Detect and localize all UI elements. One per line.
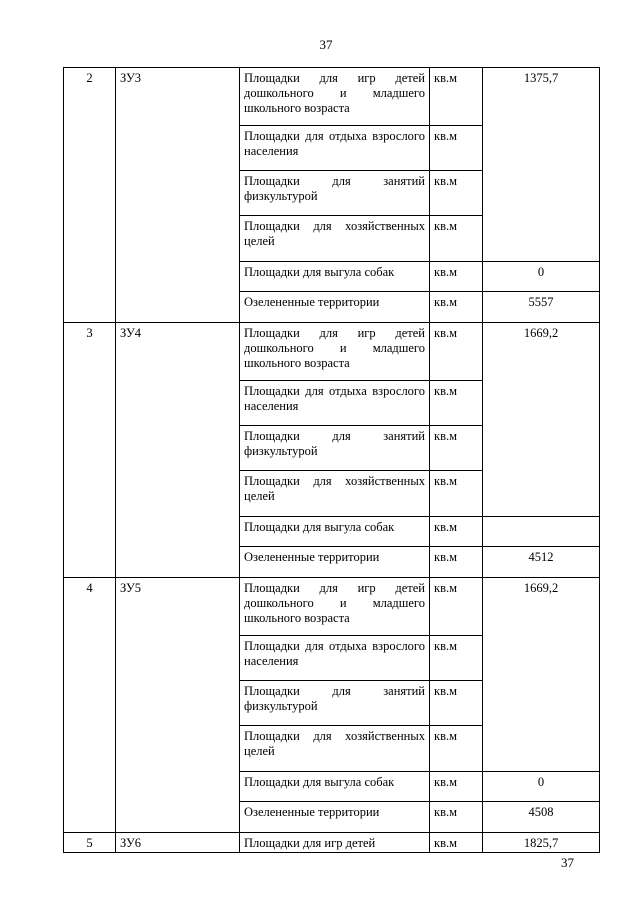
facility-name: Площадки для выгула собак [240, 772, 430, 802]
unit-cell: кв.м [430, 726, 483, 772]
area-value: 0 [483, 262, 600, 292]
page-number-top: 37 [319, 37, 333, 52]
area-value: 0 [483, 772, 600, 802]
unit-cell: кв.м [430, 802, 483, 833]
table-row [64, 833, 600, 853]
area-value: 4508 [483, 802, 600, 833]
unit-cell: кв.м [430, 547, 483, 578]
table-row [64, 68, 600, 126]
unit-cell: кв.м [430, 126, 483, 171]
unit-cell: кв.м [430, 517, 483, 547]
unit-cell: кв.м [430, 68, 483, 126]
facility-name: Площадки для игр детей [240, 833, 430, 853]
facility-name: Площадки для отдыха взрослого населения [240, 126, 430, 171]
plot-code: ЗУ6 [116, 833, 240, 853]
area-value: 1825,7 [483, 833, 600, 853]
facility-name: Площадки для хозяйственных целей [240, 726, 430, 772]
area-value: 1669,2 [483, 578, 600, 772]
facility-name: Площадки для хозяйственных целей [240, 216, 430, 262]
facility-name: Площадки для занятий физкультурой [240, 426, 430, 471]
facility-name: Площадки для отдыха взрослого населения [240, 381, 430, 426]
unit-cell: кв.м [430, 381, 483, 426]
facility-name: Площадки для выгула собак [240, 262, 430, 292]
row-number: 2 [64, 68, 116, 323]
facility-name: Площадки для отдыха взрослого населения [240, 636, 430, 681]
unit-cell: кв.м [430, 216, 483, 262]
unit-cell: кв.м [430, 833, 483, 853]
unit-cell: кв.м [430, 292, 483, 323]
unit-cell: кв.м [430, 171, 483, 216]
unit-cell: кв.м [430, 262, 483, 292]
unit-cell: кв.м [430, 426, 483, 471]
area-value: 1669,2 [483, 323, 600, 517]
area-value [483, 517, 600, 547]
area-value: 5557 [483, 292, 600, 323]
facility-name: Площадки для хозяйственных целей [240, 471, 430, 517]
plot-code: ЗУ4 [116, 323, 240, 578]
facility-name: Озелененные территории [240, 802, 430, 833]
facility-name: Озелененные территории [240, 547, 430, 578]
plot-code: ЗУ5 [116, 578, 240, 833]
unit-cell: кв.м [430, 471, 483, 517]
facility-name: Площадки для занятий физкультурой [240, 681, 430, 726]
area-value: 1375,7 [483, 68, 600, 262]
data-table [63, 67, 600, 853]
facility-name: Площадки для выгула собак [240, 517, 430, 547]
table-row [64, 578, 600, 636]
facility-name: Площадки для игр детей дошкольного и младшего школьного возраста [240, 68, 430, 126]
unit-cell: кв.м [430, 772, 483, 802]
unit-cell: кв.м [430, 636, 483, 681]
facility-name: Площадки для игр детей дошкольного и младшего школьного возраста [240, 578, 430, 636]
facility-name: Озелененные территории [240, 292, 430, 323]
unit-cell: кв.м [430, 681, 483, 726]
facility-name: Площадки для занятий физкультурой [240, 171, 430, 216]
unit-cell: кв.м [430, 323, 483, 381]
plot-code: ЗУ3 [116, 68, 240, 323]
table-row [64, 323, 600, 381]
row-number: 5 [64, 833, 116, 853]
row-number: 4 [64, 578, 116, 833]
facility-name: Площадки для игр детей дошкольного и младшего школьного возраста [240, 323, 430, 381]
area-value: 4512 [483, 547, 600, 578]
row-number: 3 [64, 323, 116, 578]
page-number-bottom: 37 [561, 855, 574, 870]
unit-cell: кв.м [430, 578, 483, 636]
